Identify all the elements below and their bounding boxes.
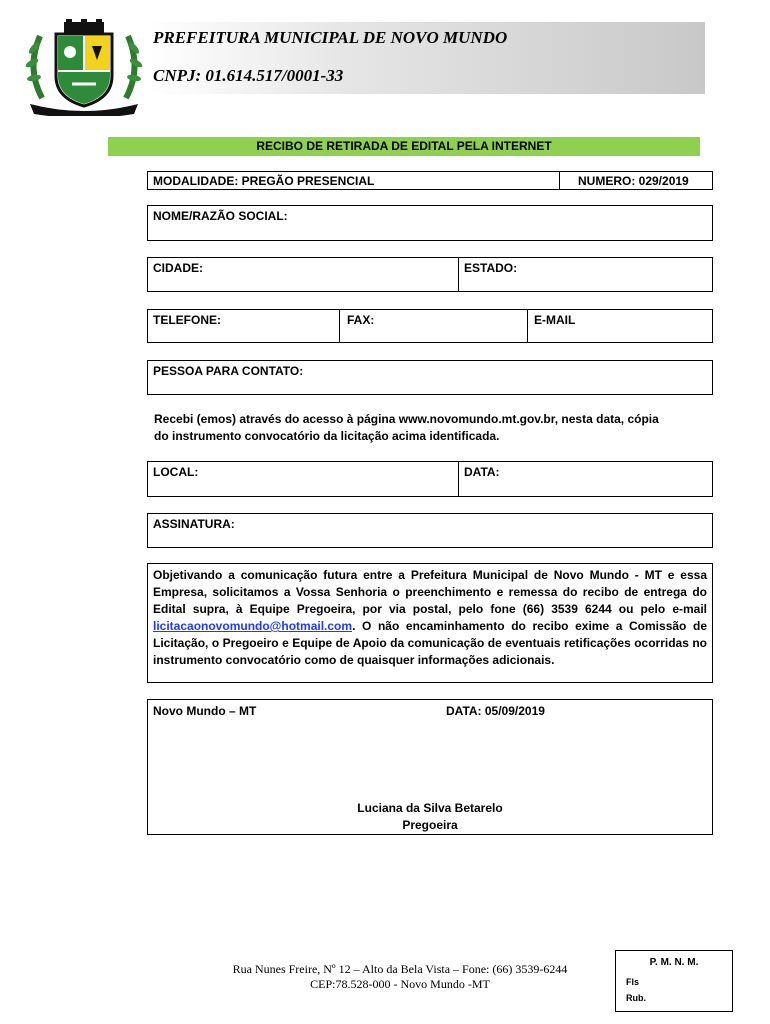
contact-row — [147, 309, 713, 343]
notice-text — [153, 567, 707, 669]
local-data-row — [147, 461, 713, 497]
header-cnpj: CNPJ: 01.614.517/0001-33 — [153, 66, 344, 85]
cidade-estado-row — [147, 257, 713, 292]
footer-address-line: Rua Nunes Freire, Nº 12 – Alto da Bela Vista – Fone: (66) 3539-6244 — [232, 962, 568, 976]
signatory-name: Luciana da Silva Betarelo — [357, 801, 503, 815]
footer-address — [160, 962, 640, 992]
numero-label: NUMERO: 029/2019 — [578, 174, 689, 188]
receipt-title-banner: RECIBO DE RETIRADA DE EDITAL PELA INTERNET — [108, 137, 700, 156]
notice-text-before: Objetivando a comunicação futura entre a Prefeitura Municipal de Novo Mundo - MT e essa Empresa, solicitamos a Vossa Senhoria o preenchimento e remessa do recibo de entrega do Edital supra, à Equipe Pregoeira, por via postal, pelo fone (66) 3539 6244 ou pelo e-mail — [153, 568, 707, 616]
modalidade-label: MODALIDADE: PREGÃO PRESENCIAL — [153, 174, 375, 188]
contato-field[interactable] — [147, 360, 713, 395]
signature-place: Novo Mundo – MT — [153, 704, 257, 718]
receipt-statement — [154, 411, 714, 445]
notice-box — [147, 563, 713, 683]
email-label: E-MAIL — [534, 313, 576, 327]
signature-date: DATA: 05/09/2019 — [446, 704, 545, 718]
telefone-label: TELEFONE: — [153, 313, 221, 327]
stamp-title: P. M. N. M. — [649, 957, 699, 968]
fax-label: FAX: — [347, 313, 375, 327]
nome-field[interactable] — [147, 205, 713, 241]
signatory-role: Pregoeira — [402, 818, 458, 832]
protocol-stamp — [615, 950, 733, 1012]
municipal-coat-of-arms — [22, 18, 146, 116]
local-label: LOCAL: — [153, 465, 199, 479]
stamp-rub: Rub. — [626, 993, 646, 1003]
stamp-fls: Fls — [626, 977, 640, 987]
receipt-statement-line2: do instrumento convocatório da licitação acima identificada. — [154, 429, 500, 443]
receipt-statement-line1: Recebi (emos) através do acesso à página www.novomundo.mt.gov.br, nesta data, cópia — [154, 412, 659, 426]
notice-text-after: . O não encaminhamento do recibo exime a Comissão de Licitação, o Pregoeiro e Equipe de Apoio da comunicação de eventuais retificações ocorridas no instrumento convocatório como de quaisquer informações adicionais. — [153, 619, 707, 667]
estado-label: ESTADO: — [464, 261, 518, 275]
nome-label: NOME/RAZÃO SOCIAL: — [153, 209, 288, 223]
data-label: DATA: — [464, 465, 500, 479]
contato-label: PESSOA PARA CONTATO: — [153, 364, 304, 378]
assinatura-label: ASSINATURA: — [153, 517, 235, 531]
notice-email-link[interactable]: licitacaonovomundo@hotmail.com — [153, 619, 353, 633]
header-title: PREFEITURA MUNICIPAL DE NOVO MUNDO — [153, 28, 508, 47]
footer-cep-line: CEP:78.528-000 - Novo Mundo -MT — [310, 977, 490, 991]
assinatura-field[interactable] — [147, 513, 713, 548]
signature-box — [147, 699, 713, 835]
modalidade-row — [147, 171, 713, 190]
cidade-label: CIDADE: — [153, 261, 203, 275]
